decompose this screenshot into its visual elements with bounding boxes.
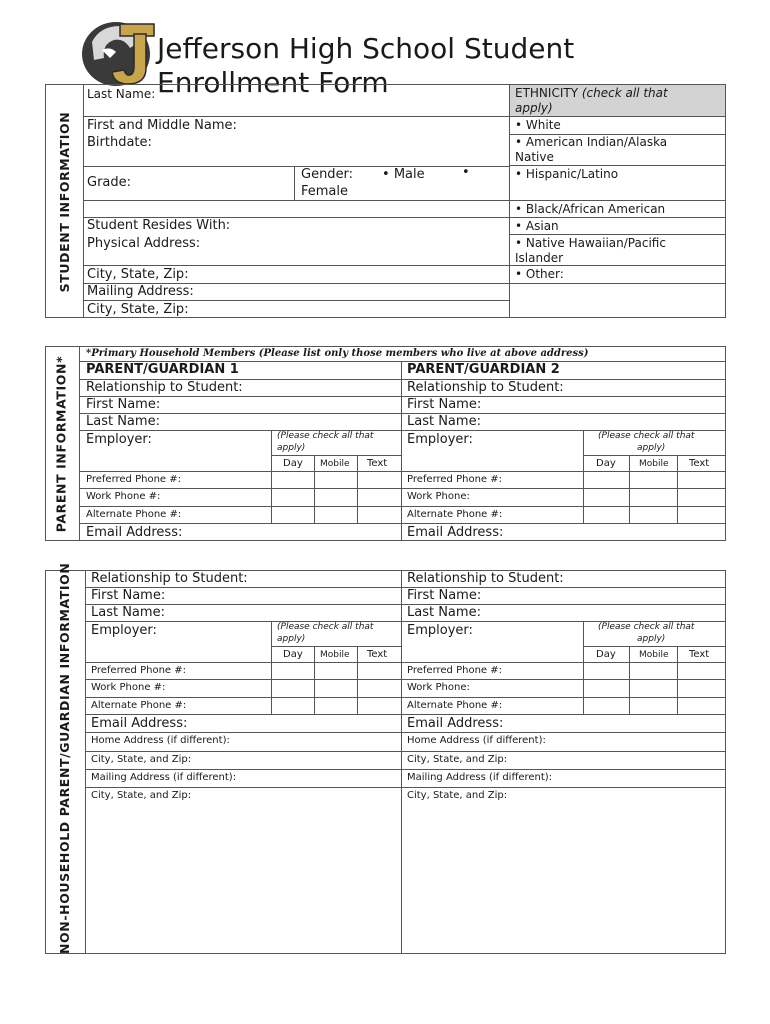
nh1-home-address-label: Home Address (if different): (91, 735, 230, 746)
g1-mobile-header: Mobile (320, 459, 350, 469)
nh2-mobile-header: Mobile (639, 650, 669, 660)
g1-day-header: Day (283, 458, 303, 469)
nh2-employer-label: Employer: (407, 623, 473, 638)
g1-relationship-label: Relationship to Student: (86, 380, 243, 395)
nh1-text-header: Text (367, 649, 388, 660)
nonhousehold-side-label: NON-HOUSEHOLD PARENT/GUARDIAN INFORMATION (57, 562, 72, 954)
ethnicity-title-note: apply) (515, 101, 553, 115)
nh2-home-address-label: Home Address (if different): (407, 735, 546, 746)
nh2-alternate-phone-label: Alternate Phone #: (407, 700, 503, 711)
nh2-check-note: (Please check all that (598, 622, 695, 632)
ethnicity-title: ETHNICITY (check all that (515, 86, 668, 100)
mailing-address-label: Mailing Address: (87, 284, 194, 299)
gender-female-bullet[interactable]: • (462, 165, 470, 180)
nh2-preferred-phone-label: Preferred Phone #: (407, 665, 502, 676)
student-side-label: STUDENT INFORMATION (57, 111, 72, 293)
birthdate-label: Birthdate: (87, 135, 152, 150)
gender-male-option[interactable]: • Male (382, 167, 425, 182)
mailing-city-state-zip-label: City, State, Zip: (87, 302, 189, 317)
g2-employer-label: Employer: (407, 432, 473, 447)
ethnicity-white-option[interactable]: • White (515, 118, 561, 132)
male-label: Male (393, 167, 425, 182)
school-logo (80, 20, 156, 88)
resides-with-label: Student Resides With: (87, 218, 231, 233)
g1-work-phone-label: Work Phone #: (86, 491, 161, 502)
nh1-check-note: (Please check all that (277, 622, 374, 632)
ethnicity-asian-option[interactable]: • Asian (515, 219, 559, 233)
nh1-mailing-city-state-zip-label: City, State, and Zip: (91, 790, 192, 801)
ethnicity-black-option[interactable]: • Black/African American (515, 202, 666, 216)
g2-preferred-phone-label: Preferred Phone #: (407, 474, 502, 485)
gender-label: Gender: (301, 167, 354, 182)
ethnicity-american-indian-option[interactable]: • American Indian/Alaska (515, 135, 668, 149)
g2-mobile-header: Mobile (639, 459, 669, 469)
nh1-work-phone-label: Work Phone #: (91, 682, 166, 693)
nh1-day-header: Day (283, 649, 303, 660)
nh2-check-note-2: apply) (637, 634, 666, 644)
nh1-relationship-label: Relationship to Student: (91, 571, 248, 586)
g2-text-header: Text (689, 458, 710, 469)
g1-last-name-label: Last Name: (86, 414, 160, 429)
ethnicity-hawaiian-option[interactable]: • Native Hawaiian/Pacific (515, 236, 666, 250)
g1-check-note: (Please check all that (277, 431, 374, 441)
nh2-relationship-label: Relationship to Student: (407, 571, 564, 586)
nh2-work-phone-label: Work Phone: (407, 682, 470, 693)
nh2-email-label: Email Address: (407, 716, 504, 731)
nh1-alternate-phone-label: Alternate Phone #: (91, 700, 187, 711)
nh1-last-name-label: Last Name: (91, 605, 165, 620)
nh2-text-header: Text (689, 649, 710, 660)
nh2-mailing-city-state-zip-label: City, State, and Zip: (407, 790, 508, 801)
g1-preferred-phone-label: Preferred Phone #: (86, 474, 181, 485)
nh1-preferred-phone-label: Preferred Phone #: (91, 665, 186, 676)
g2-first-name-label: First Name: (407, 397, 482, 412)
grade-label: Grade: (87, 175, 132, 190)
g1-alternate-phone-label: Alternate Phone #: (86, 509, 182, 520)
nh1-employer-label: Employer: (91, 623, 157, 638)
ethnicity-american-indian-line2: Native (515, 150, 554, 164)
g1-text-header: Text (367, 458, 388, 469)
ethnicity-hispanic-option[interactable]: • Hispanic/Latino (515, 167, 619, 181)
g2-check-note-2: apply) (637, 443, 666, 453)
g1-email-label: Email Address: (86, 525, 183, 540)
last-name-label: Last Name: (87, 87, 156, 101)
g2-day-header: Day (596, 458, 616, 469)
nh1-city-state-zip-label: City, State, and Zip: (91, 754, 192, 765)
household-note: *Primary Household Members (Please list only those members who live at above address) (86, 348, 589, 359)
nh1-check-note-2: apply) (277, 634, 306, 644)
g1-employer-label: Employer: (86, 432, 152, 447)
g1-check-note-2: apply) (277, 443, 306, 453)
nh1-email-label: Email Address: (91, 716, 188, 731)
nh2-mailing-address-label: Mailing Address (if different): (407, 772, 553, 783)
g2-relationship-label: Relationship to Student: (407, 380, 564, 395)
nh1-mailing-address-label: Mailing Address (if different): (91, 772, 237, 783)
g2-email-label: Email Address: (407, 525, 504, 540)
ethnicity-other-option[interactable]: • Other: (515, 267, 564, 281)
first-middle-name-label: First and Middle Name: (87, 118, 237, 133)
parent-side-label: PARENT INFORMATION* (53, 355, 69, 533)
g2-last-name-label: Last Name: (407, 414, 481, 429)
nh2-day-header: Day (596, 649, 616, 660)
form-title-line2: Enrollment Form (157, 66, 389, 99)
gender-female-label: Female (301, 184, 349, 199)
nh2-first-name-label: First Name: (407, 588, 482, 603)
form-title-line1: Jefferson High School Student (157, 32, 575, 65)
g2-check-note: (Please check all that (598, 431, 695, 441)
guardian1-title: PARENT/GUARDIAN 1 (86, 362, 239, 377)
nh1-first-name-label: First Name: (91, 588, 166, 603)
city-state-zip-label: City, State, Zip: (87, 267, 189, 282)
ethnicity-hawaiian-line2: Islander (515, 251, 564, 265)
nh2-city-state-zip-label: City, State, and Zip: (407, 754, 508, 765)
g2-work-phone-label: Work Phone: (407, 491, 470, 502)
guardian2-title: PARENT/GUARDIAN 2 (407, 362, 560, 377)
g2-alternate-phone-label: Alternate Phone #: (407, 509, 503, 520)
physical-address-label: Physical Address: (87, 236, 201, 251)
nh2-last-name-label: Last Name: (407, 605, 481, 620)
nh1-mobile-header: Mobile (320, 650, 350, 660)
g1-first-name-label: First Name: (86, 397, 161, 412)
